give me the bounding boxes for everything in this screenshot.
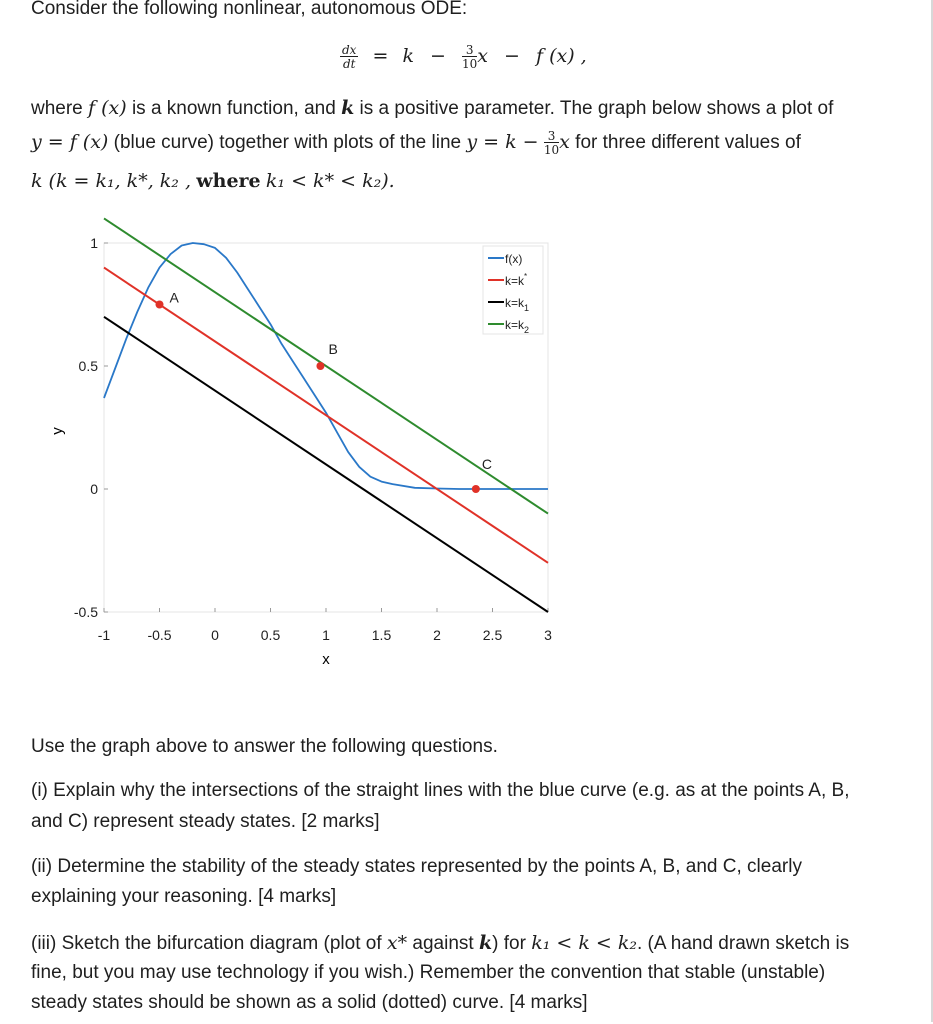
dxdt-fraction: $\frac{dx}{dt}$ — [342, 43, 357, 71]
q1-line-1: (i) Explain why the intersections of the straight lines with the blue curve (e.g. as at the points A, B, — [31, 780, 850, 801]
y-tick-label: 0.5 — [78, 358, 98, 374]
q2-line-1: (ii) Determine the stability of the steady states represented by the points A, B, and C, clearly — [31, 856, 802, 877]
steady-state-point-C — [472, 485, 480, 493]
ode-equation: $\frac{dx}{dt}$ = k − $\frac{3}{10}$ x − f (x) , — [342, 43, 587, 71]
legend-entry: $k=k_2$ — [505, 318, 530, 335]
para-line-1: where f (x) is a known function, and k is a positive parameter. The graph below shows a plot of — [31, 97, 834, 119]
x-axis-label: x — [322, 651, 330, 668]
q3-line-3: steady states should be shown as a solid (dotted) curve. [4 marks] — [31, 992, 588, 1013]
x-tick-label: 2 — [433, 627, 441, 643]
y-tick-label: -0.5 — [73, 604, 98, 620]
legend-entry: $k=k_1$ — [505, 296, 530, 313]
q2-line-2: explaining your reasoning. [4 marks] — [31, 886, 337, 907]
intro-text: Consider the following nonlinear, autonomous ODE: — [31, 0, 468, 19]
prompt-text: Use the graph above to answer the following questions. — [31, 736, 498, 757]
steady-state-point-B — [316, 362, 324, 370]
x-tick-label: 1 — [322, 627, 330, 643]
coef-fraction: $\frac{3}{10}$ — [462, 43, 478, 71]
legend-entry: k=k* — [505, 272, 528, 288]
y-tick-label: 0 — [90, 481, 98, 497]
x-tick-label: 0.5 — [260, 627, 281, 643]
point-label-B: B — [328, 341, 338, 357]
legend-entry: f(x) — [505, 252, 523, 266]
point-label-C: C — [481, 456, 492, 472]
x-tick-label: 0 — [211, 627, 219, 643]
steady-state-point-A — [156, 301, 164, 309]
para-line-3: k (k = k₁, k*, k₂ , where k₁ < k* < k₂). — [31, 170, 395, 192]
q3-line-2: fine, but you may use technology if you wish.) Remember the convention that stable (unstable) — [31, 962, 826, 983]
x-tick-label: 2.5 — [482, 627, 503, 643]
point-label-A: A — [169, 289, 179, 306]
y-axis-label: y — [49, 427, 66, 435]
legend — [483, 246, 543, 335]
q3-line-1: (iii) Sketch the bifurcation diagram (plot of x* against k) for k₁ < k < k₂. (A hand drawn sketch is — [31, 932, 850, 954]
q1-line-2: and C) represent steady states. [2 marks] — [31, 811, 380, 832]
x-tick-label: -0.5 — [147, 627, 172, 643]
para-line-2: y = f (x) (blue curve) together with plots of the line y = k − $\frac{3}{10}$ x for three different values of — [31, 128, 801, 157]
x-tick-label: 3 — [544, 627, 552, 643]
x-tick-label: -1 — [97, 627, 111, 643]
x-tick-label: 1.5 — [371, 627, 392, 643]
y-tick-label: 1 — [90, 235, 98, 251]
